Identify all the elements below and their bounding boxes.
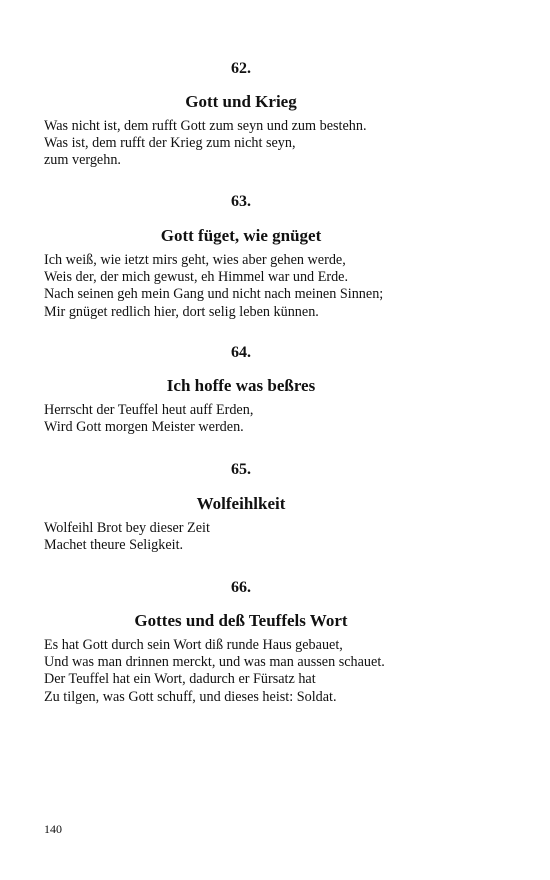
poem-line: Es hat Gott durch sein Wort diß runde Haus gebauet, — [44, 637, 343, 653]
poem-line: Machet theure Seligkeit. — [44, 537, 184, 554]
page-number: 140 — [44, 822, 62, 836]
poem-body — [44, 118, 514, 170]
poem-title: Gottes und deß Teuffels Wort — [134, 611, 348, 630]
poem-number: 65. — [231, 461, 251, 478]
poem-line: Was ist, dem rufft der Krieg zum nicht seyn, — [44, 135, 296, 152]
poem-line: Der Teuffel hat ein Wort, dadurch er Fürsatz hat — [44, 671, 316, 688]
poem-line: zum vergehn. — [44, 152, 121, 169]
poem-number: 64. — [231, 344, 251, 361]
poem-line: Und was man drinnen merckt, und was man aussen schauet. — [44, 654, 385, 671]
poem-title: Gott und Krieg — [185, 92, 297, 111]
poem-line: Nach seinen geh mein Gang und nicht nach meinen Sinnen; — [44, 286, 384, 303]
poem-line: Weis der, der mich gewust, eh Himmel war und Erde. — [44, 269, 349, 286]
poem-line: Ich weiß, wie ietzt mirs geht, wies aber gehen werde, — [44, 252, 346, 268]
poem-number: 62. — [231, 60, 251, 77]
poem-line: Wolfeihl Brot bey dieser Zeit — [44, 520, 210, 536]
poem-line: Mir gnüget redlich hier, dort selig leben künnen. — [44, 303, 319, 320]
poem-body — [44, 252, 514, 321]
poem-line: Wird Gott morgen Meister werden. — [44, 419, 244, 436]
poem-number: 63. — [231, 193, 251, 210]
poem-title: Gott füget, wie gnüget — [160, 226, 322, 245]
poem-body — [44, 637, 514, 706]
poem-body — [44, 520, 514, 554]
poem-line: Was nicht ist, dem rufft Gott zum seyn und zum bestehn. — [44, 118, 367, 134]
poem-line: Herrscht der Teuffel heut auff Erden, — [44, 402, 254, 418]
poem-title: Wolfeihlkeit — [196, 494, 286, 513]
poem-title: Ich hoffe was beßres — [166, 376, 316, 395]
poem-number: 66. — [231, 579, 251, 596]
poem-body — [44, 402, 514, 436]
poem-line: Zu tilgen, was Gott schuff, und dieses heist: Soldat. — [44, 688, 337, 705]
